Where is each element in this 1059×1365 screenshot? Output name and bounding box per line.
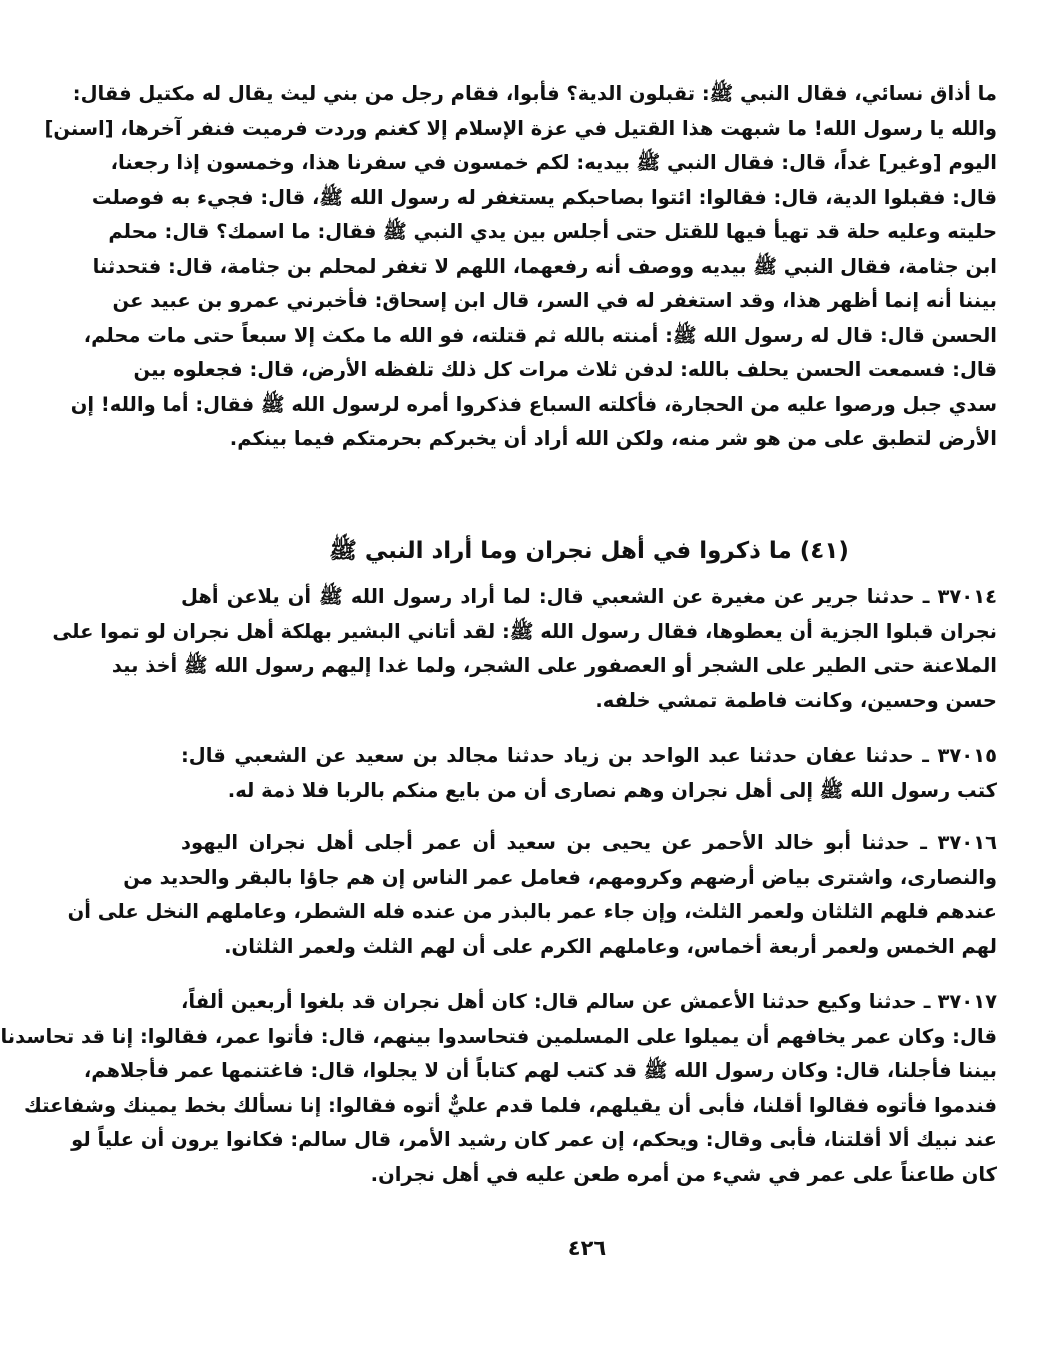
text-line: كان طاعناً على عمر في شيء من أمره طعن عليه في أهل نجران. (370, 1162, 997, 1186)
text-line: لهم الخمس ولعمر أربعة أخماس، وعاملهم الكرم على أن لهم الثلث ولعمر الثلثان. (224, 934, 997, 958)
text-line: فندموا فأتوه فقالوا أقلنا، فأبى أن يقيلهم، فلما قدم عليٌّ أتوه فقالوا: إنا نسألك بخط يمينك وشفاعتك (24, 1093, 997, 1117)
page-number: ٤٢٦ (567, 1236, 607, 1260)
hadith-37015 (181, 739, 997, 808)
text-line: ٣٧٠١٥ ـ حدثنا عفان حدثنا عبد الواحد بن زياد حدثنا مجالد بن سعيد عن الشعبي قال: (181, 744, 997, 767)
text-line: ابن جثامة، فقال النبي ﷺ بيديه ووصف أنه رفعهما، اللهم لا تغفر لمحلم بن جثامة، قال: فتحدثنا (92, 254, 997, 278)
text-line: حسن وحسين، وكانت فاطمة تمشي خلفه. (595, 688, 997, 712)
text-line: كتب رسول الله ﷺ إلى أهل نجران وهم نصارى أن من بايع منكم بالربا فلا ذمة له. (227, 778, 997, 802)
text-line: والله يا رسول الله! ما شبهت هذا القتيل في عزة الإسلام إلا كغنم وردت فرميت فنفر آخرها، [اسنن] (44, 116, 997, 140)
hadith-37017 (0, 985, 997, 1192)
intro-text (44, 77, 997, 457)
text-line: عند نبيك ألا أقلتنا، فأبى وقال: ويحكم، إن عمر كان رشيد الأمر، قال سالم: فكانوا يرون أن علياً لو (71, 1128, 997, 1151)
hadith-37014 (52, 580, 997, 718)
section-heading: (٤١) ما ذكروا في أهل نجران وما أراد النبي ﷺ (329, 538, 849, 564)
text-line: والنصارى، واشترى بياض أرضهم وكرومهم، فعامل عمر الناس إن هم جاؤا بالبقر والحديد من (123, 865, 997, 889)
text-line: ٣٧٠١٦ ـ حدثنا أبو خالد الأحمر عن يحيى بن سعيد أن عمر أجلى أهل نجران اليهود (181, 831, 997, 854)
text-line: قال: وكان عمر يخافهم أن يميلوا على المسلمين فتحاسدوا بينهم، قال: فأتوا عمر، فقالوا: إنا قد تحاسدنا (0, 1024, 997, 1048)
text-line: نجران قبلوا الجزية أن يعطوها، فقال رسول الله ﷺ: لقد أتاني البشير بهلكة أهل نجران لو تموا على (52, 619, 997, 643)
text-line: ٣٧٠١٧ ـ حدثنا وكيع حدثنا الأعمش عن سالم قال: كان أهل نجران قد بلغوا أربعين ألفاً، (181, 990, 997, 1013)
text-line: عندهم فلهم الثلثان ولعمر الثلث، وإن جاء عمر بالبذر من عنده فله الشطر، وعاملهم النخل على أن (67, 900, 997, 923)
text-line: قال: فسمعت الحسن يحلف بالله: لدفن ثلاث مرات كل ذلك تلفظه الأرض، قال: فجعلوه بين (133, 358, 997, 381)
text-line: الملاعنة حتى الطير على الشجر أو العصفور على الشجر، ولما غدا إليهم رسول الله ﷺ أخذ بيد (111, 654, 997, 677)
text-line: سدي جبل ورصوا عليه من الحجارة، فأكلته السباع فذكروا أمره لرسول الله ﷺ فقال: أما والله! إن (70, 392, 997, 416)
text-line: اليوم [وغير] غداً، قال: فقال النبي ﷺ بيديه: لكم خمسون في سفرنا هذا، وخمسون إذا رجعنا، (110, 151, 997, 174)
text-line: ٣٧٠١٤ ـ حدثنا جرير عن مغيرة عن الشعبي قال: لما أراد رسول الله ﷺ أن يلاعن أهل (181, 585, 997, 608)
text-line: حليته وعليه حلة قد تهيأ فيها للقتل حتى أجلس بين يدي النبي ﷺ فقال: ما اسمك؟ قال: محلم (108, 220, 997, 243)
text-line: بيننا أنه إنما أظهر هذا، وقد استغفر له في السر، قال ابن إسحاق: فأخبرني عمرو بن عبيد عن (112, 289, 997, 312)
text-line: ما أذاق نسائي، فقال النبي ﷺ: تقبلون الدية؟ فأبوا، فقام رجل من بني ليث يقال له مكتيل فقال: (72, 82, 997, 105)
text-line: الأرض لتطبق على من هو شر منه، ولكن الله أراد أن يخبركم بحرمتكم فيما بينكم. (229, 427, 997, 450)
hadith-37016 (67, 826, 997, 964)
text-line: بيننا فأجلنا، قال: وكان رسول الله ﷺ قد كتب لهم كتاباً أن لا يجلوا، قال: فاغتنمها عمر فأجلاهم، (83, 1059, 997, 1082)
text-line: قال: فقبلوا الدية، قال: فقالوا: ائتوا بصاحبكم يستغفر له رسول الله ﷺ، قال: فجيء به فوصلت (91, 185, 997, 209)
text-line: الحسن قال: قال له رسول الله ﷺ: أمنته بالله ثم قتلته، فو الله ما مكث إلا سبعاً حتى مات محلم، (83, 323, 997, 347)
